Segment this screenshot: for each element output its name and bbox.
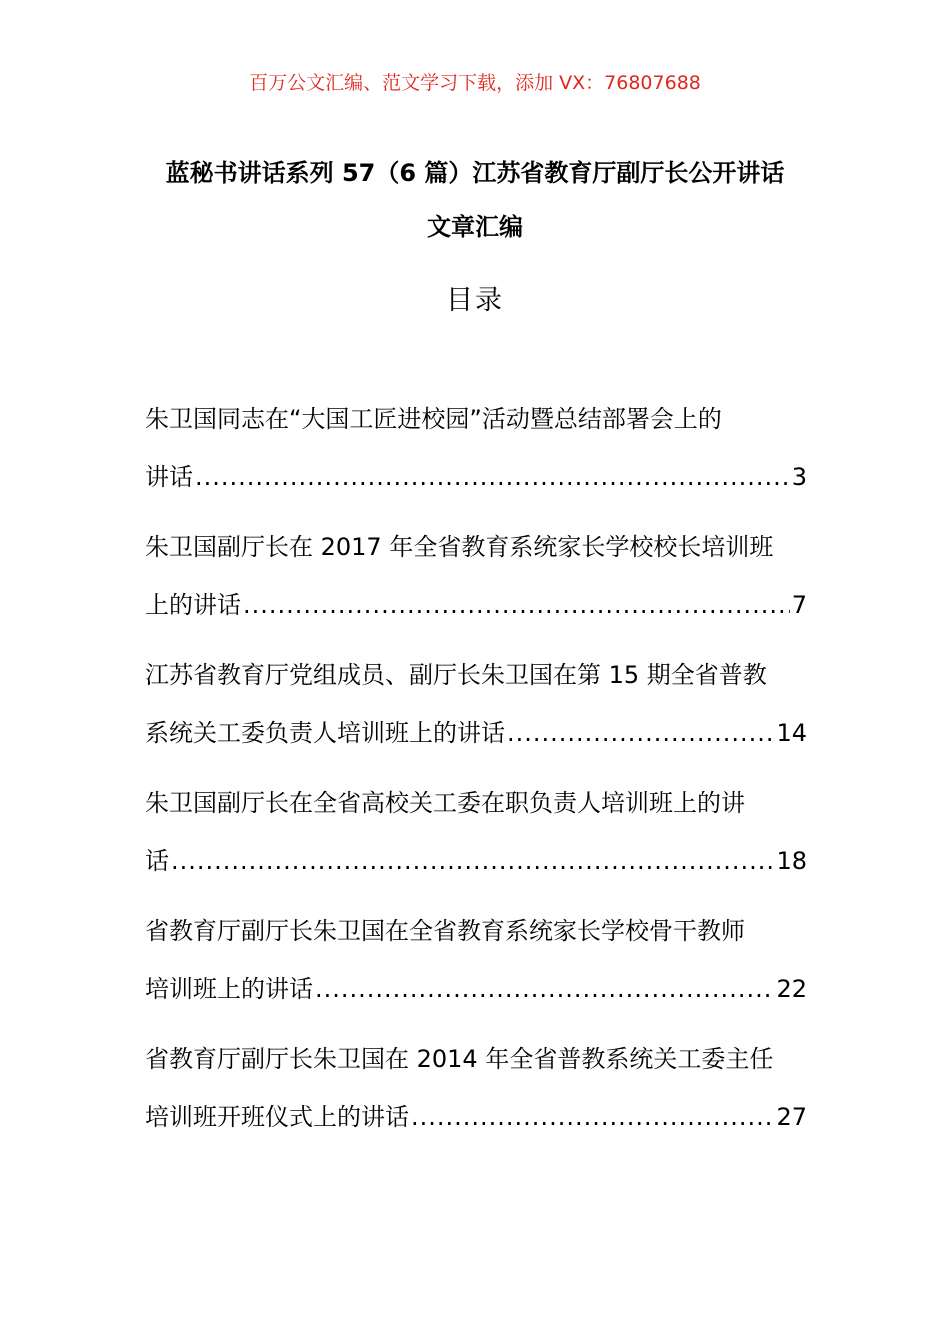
- toc-entry[interactable]: [145, 1030, 807, 1158]
- toc-dot-leader: [315, 960, 774, 1018]
- document-title-line-2: 文章汇编: [427, 213, 523, 241]
- toc-dot-leader: [507, 704, 774, 762]
- toc-entry-line: [145, 448, 807, 506]
- toc-entry-title-cont: 上的讲话: [145, 591, 241, 619]
- toc-page-number: 18: [776, 847, 807, 875]
- toc-entry-title: 省教育厅副厅长朱卫国在全省教育系统家长学校骨干教师: [145, 917, 745, 945]
- toc-entry-title-cont: 话: [145, 847, 169, 875]
- toc-entry-title-cont: 培训班上的讲话: [145, 975, 313, 1003]
- header-note: 百万公文汇编、范文学习下载，添加 VX：76807688: [249, 72, 701, 94]
- table-of-contents: [145, 390, 807, 1158]
- toc-entry-title-cont: 讲话: [145, 463, 193, 491]
- toc-page-number: 22: [776, 975, 807, 1003]
- document-title: [120, 146, 830, 254]
- toc-entry-title: 省教育厅副厅长朱卫国在 2014 年全省普教系统关工委主任: [145, 1045, 774, 1073]
- toc-dot-leader: [411, 1088, 774, 1146]
- toc-page-number: 7: [791, 591, 807, 619]
- toc-entry-title: 朱卫国副厅长在 2017 年全省教育系统家长学校校长培训班: [145, 533, 774, 561]
- toc-dot-leader: [243, 576, 790, 634]
- toc-heading: 目录: [446, 285, 504, 316]
- toc-entry-title-cont: 系统关工委负责人培训班上的讲话: [145, 719, 505, 747]
- toc-entry[interactable]: [145, 774, 807, 902]
- toc-page-number: 14: [776, 719, 807, 747]
- toc-entry-line: [145, 832, 807, 890]
- document-title-line-1: 蓝秘书讲话系列 57（6 篇）江苏省教育厅副厅长公开讲话: [165, 159, 785, 187]
- toc-dot-leader: [195, 448, 790, 506]
- toc-entry[interactable]: [145, 902, 807, 1030]
- toc-entry-line: [145, 576, 807, 634]
- toc-entry-title: 朱卫国副厅长在全省高校关工委在职负责人培训班上的讲: [145, 789, 745, 817]
- toc-entry-title: 朱卫国同志在“大国工匠进校园”活动暨总结部署会上的: [145, 405, 722, 433]
- toc-entry[interactable]: [145, 390, 807, 518]
- toc-dot-leader: [171, 832, 774, 890]
- toc-page-number: 3: [791, 463, 807, 491]
- toc-entry-line: [145, 1088, 807, 1146]
- toc-entry[interactable]: [145, 646, 807, 774]
- toc-entry-line: [145, 704, 807, 762]
- toc-entry[interactable]: [145, 518, 807, 646]
- toc-page-number: 27: [776, 1103, 807, 1131]
- toc-entry-title: 江苏省教育厅党组成员、副厅长朱卫国在第 15 期全省普教: [145, 661, 767, 689]
- toc-entry-line: [145, 960, 807, 1018]
- toc-entry-title-cont: 培训班开班仪式上的讲话: [145, 1103, 409, 1131]
